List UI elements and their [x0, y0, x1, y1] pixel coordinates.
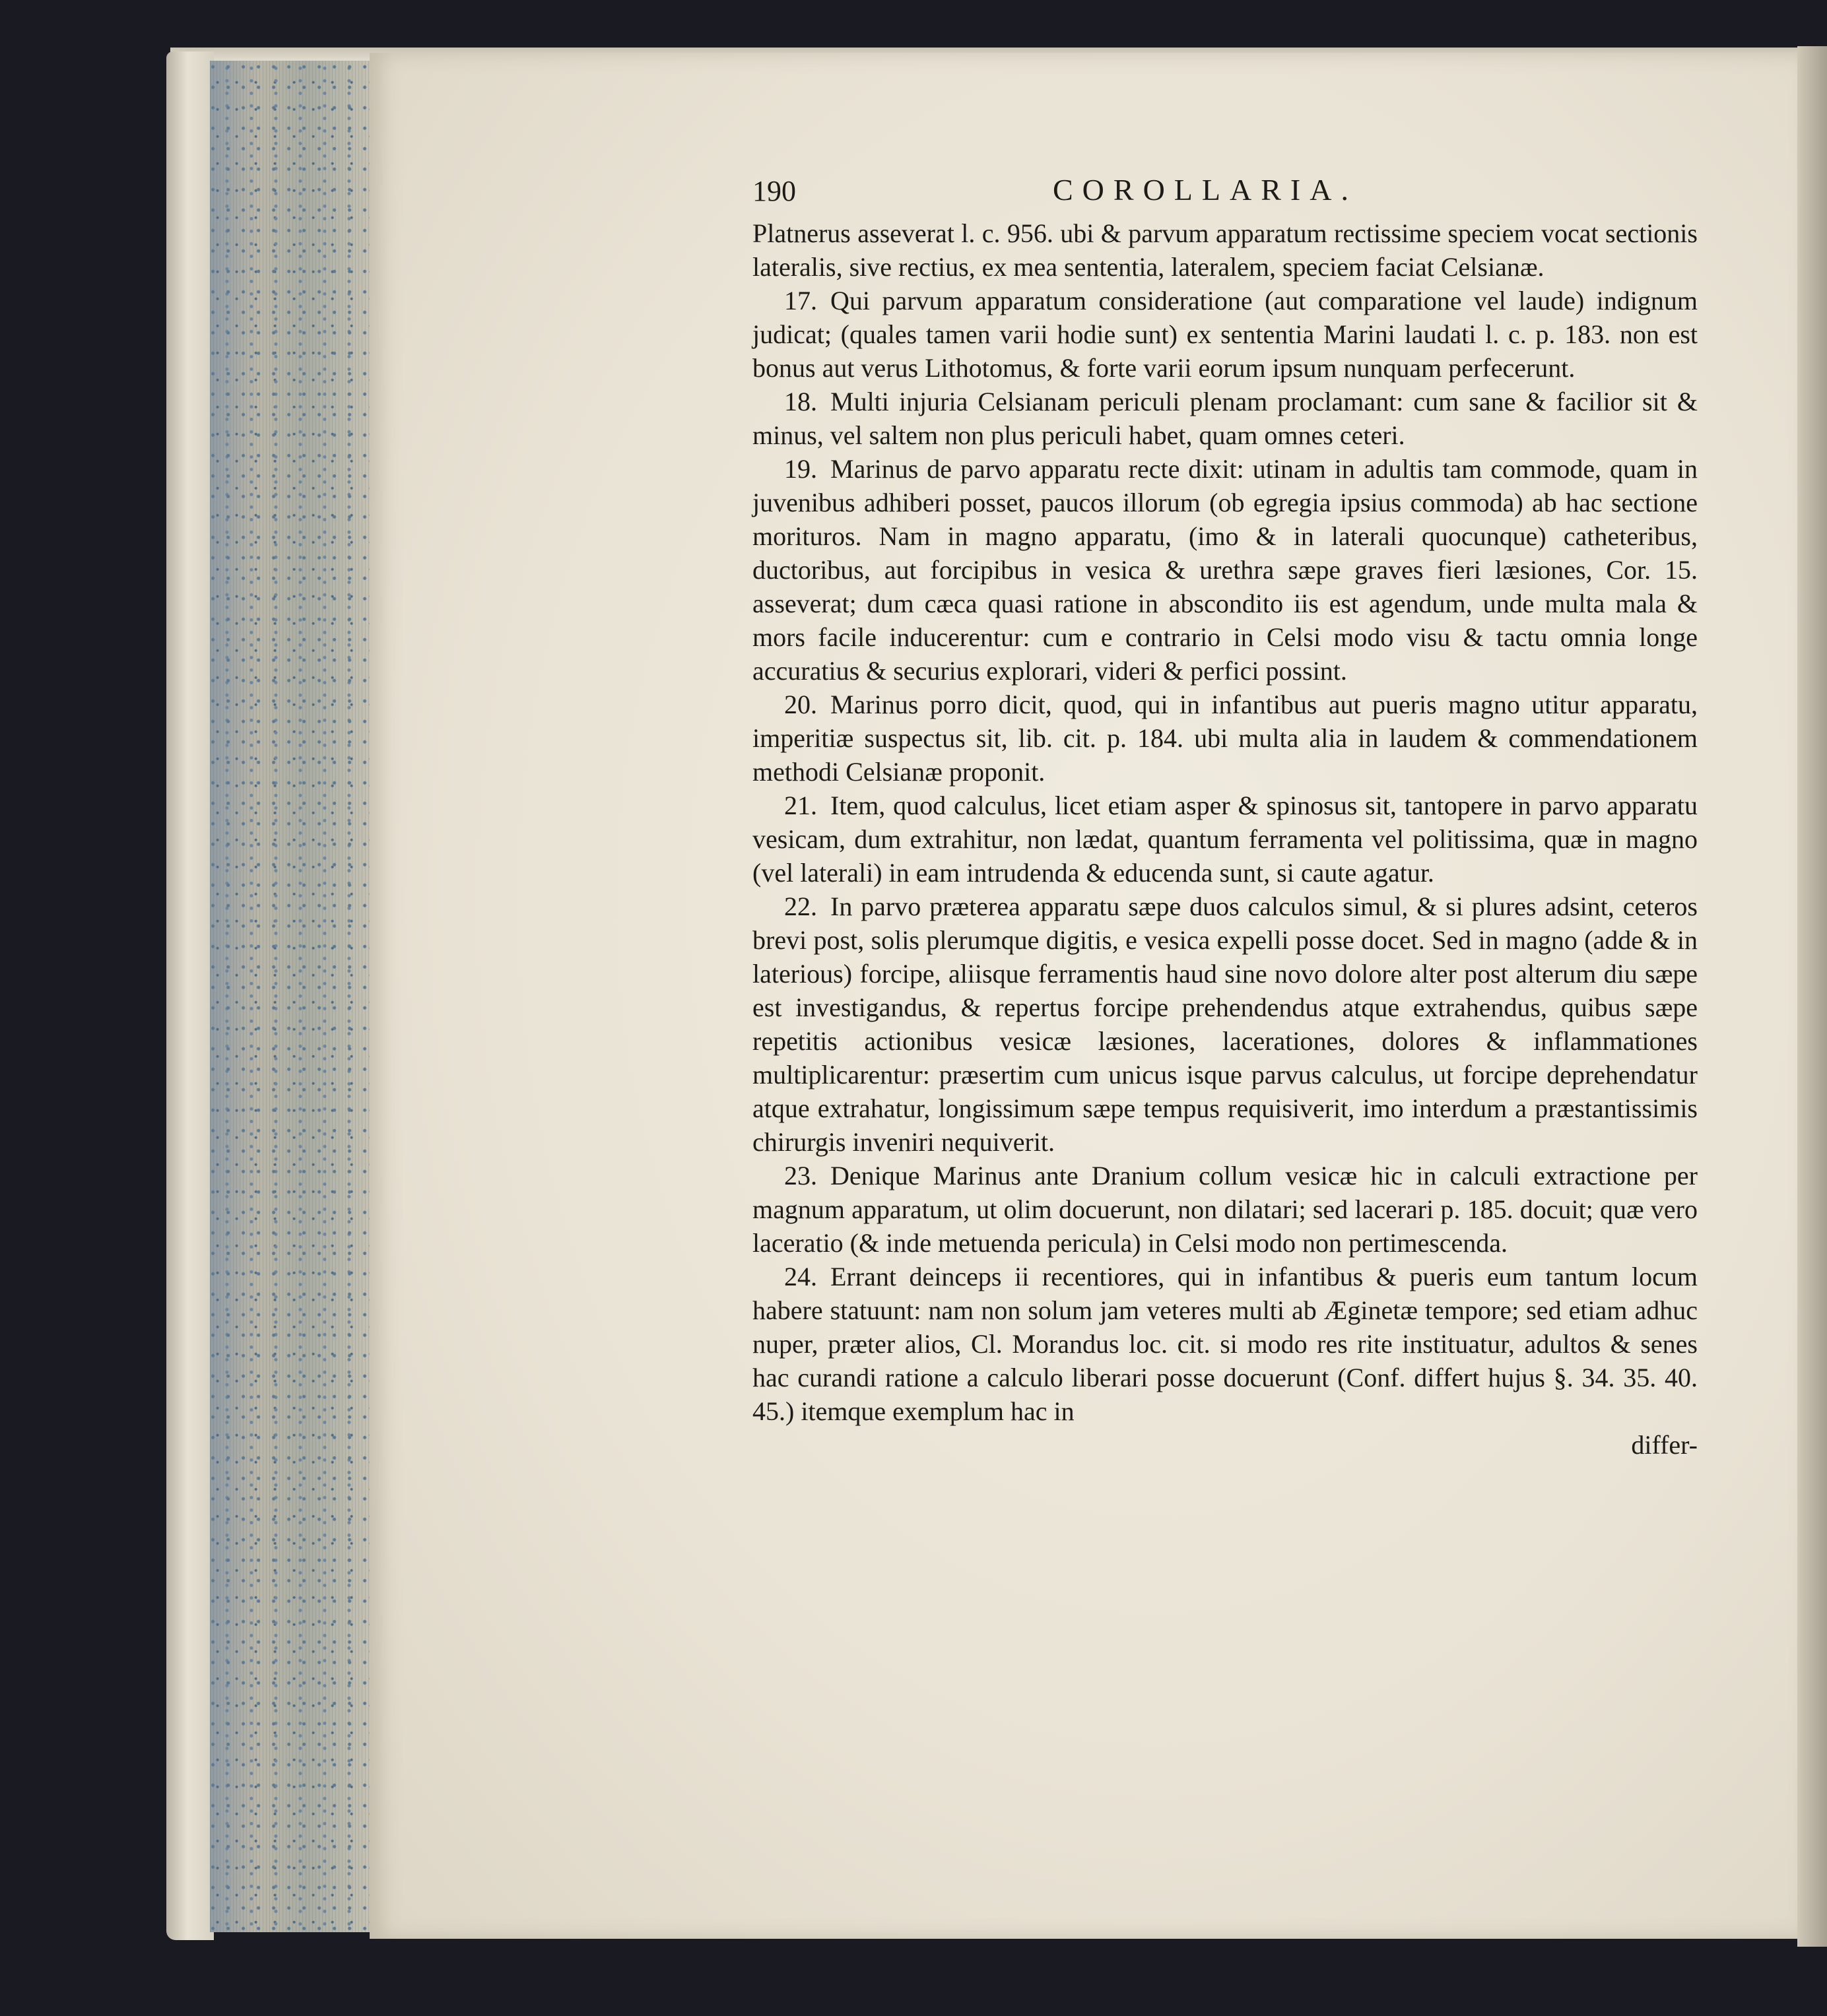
paragraph-text: Qui parvum apparatum consideratione (aut comparatione vel laude) indignum judicat; (quales tamen varii hodie sunt) ex sententia Marini laudati l. c. p. 183. non est bonus aut verus Lithotomus, & forte varii eorum ipsum nunquam perfecerunt.	[752, 286, 1698, 383]
paragraph-20	[752, 688, 1698, 789]
speckled-page-edge	[210, 61, 372, 1932]
paragraph-number: 17.	[784, 286, 817, 315]
paragraph-text: Denique Marinus ante Dranium collum vesicæ hic in calculi extractione per magnum apparatum, ut olim docuerunt, non dilatari; sed lacerari p. 185. docuit; quæ vero laceratio (& inde metuenda pericula) in Celsi modo non pertimescenda.	[752, 1161, 1698, 1258]
paragraph-text: Item, quod calculus, licet etiam asper & spinosus sit, tantopere in parvo apparatu vesicam, dum extrahitur, non lædat, quantum ferramenta vel politissima, quæ in magno (vel laterali) in eam intrudenda & educenda sunt, si caute agatur.	[752, 791, 1698, 888]
page-text	[752, 170, 1698, 1462]
paragraph-continued	[752, 216, 1698, 284]
page-number: 190	[752, 175, 796, 207]
paragraph-number: 19.	[784, 454, 817, 484]
paragraph-text: Platnerus asseverat l. c. 956. ubi & parvum apparatum rectissime speciem vocat sectionis lateralis, sive rectius, ex mea sententia, lateralem, speciem faciat Celsianæ.	[752, 218, 1698, 282]
running-header	[752, 170, 1698, 216]
paragraph-number: 21.	[784, 791, 817, 820]
paragraph-number: 23.	[784, 1161, 817, 1190]
paragraph-19	[752, 452, 1698, 688]
running-title: COROLLARIA.	[1053, 173, 1358, 207]
paragraph-18	[752, 385, 1698, 452]
paragraph-22	[752, 890, 1698, 1159]
paragraph-number: 22.	[784, 892, 817, 921]
paragraph-17	[752, 284, 1698, 385]
cover-edge	[166, 51, 214, 1940]
paragraph-number: 20.	[784, 690, 817, 719]
paragraph-21	[752, 789, 1698, 890]
paragraph-text: Multi injuria Celsianam periculi plenam proclamant: cum sane & facilior sit & minus, vel saltem non plus periculi habet, quam omnes ceteri.	[752, 387, 1698, 450]
catchword: differ-	[1631, 1430, 1698, 1460]
paragraph-number: 18.	[784, 387, 817, 416]
paragraph-text: Marinus porro dicit, quod, qui in infantibus aut pueris magno utitur apparatu, imperitiæ suspectus sit, lib. cit. p. 184. ubi multa alia in laudem & commendationem methodi Celsianæ proponit.	[752, 690, 1698, 787]
paragraph-23	[752, 1159, 1698, 1260]
paragraph-text: Marinus de parvo apparatu recte dixit: utinam in adultis tam commode, quam in juvenibus adhiberi posset, paucos illorum (ob egregia ipsius commoda) ab hac sectione morituros. Nam in magno apparatu, (imo & in laterali quocunque) catheteribus, ductoribus, aut forcipibus in vesica & urethra sæpe graves fieri læsiones, Cor. 15. asseverat; dum cæca quasi ratione in abscondito iis est agendum, unde multa mala & mors facile inducerentur: cum e contrario in Celsi modo visu & tactu omnia longe accuratius & securius explorari, videri & perfici possint.	[752, 454, 1698, 686]
paragraph-number: 24.	[784, 1262, 817, 1291]
paragraph-text: Errant deinceps ii recentiores, qui in infantibus & pueris eum tantum locum habere statuunt: nam non solum jam veteres multi ab Æginetæ tempore; sed etiam adhuc nuper, præter alios, Cl. Morandus loc. cit. si modo res rite instituatur, adultos & senes hac curandi ratione a calculo liberari posse docuerunt (Conf. differt hujus §. 34. 35. 40. 45.) itemque exemplum hac in	[752, 1262, 1698, 1426]
page-gutter	[1797, 46, 1827, 1947]
paragraph-text: In parvo præterea apparatu sæpe duos calculos simul, & si plures adsint, ceteros brevi post, solis plerumque digitis, e vesica expelli posse docet. Sed in magno (adde & in laterious) forcipe, aliisque ferramentis haud sine novo dolore alter post alterum diu sæpe est investigandus, & repertus forcipe prehendendus atque extrahendus, quibus sæpe repetitis actionibus vesicæ læsiones, lacerationes, dolores & inflammationes multiplicarentur: præsertim cum unicus isque parvus calculus, ut forcipe deprehendatur atque extrahatur, longissimum sæpe tempus requisiverit, imo interdum a præstantissimis chirurgis inveniri nequiverit.	[752, 892, 1698, 1157]
paragraph-24	[752, 1260, 1698, 1428]
